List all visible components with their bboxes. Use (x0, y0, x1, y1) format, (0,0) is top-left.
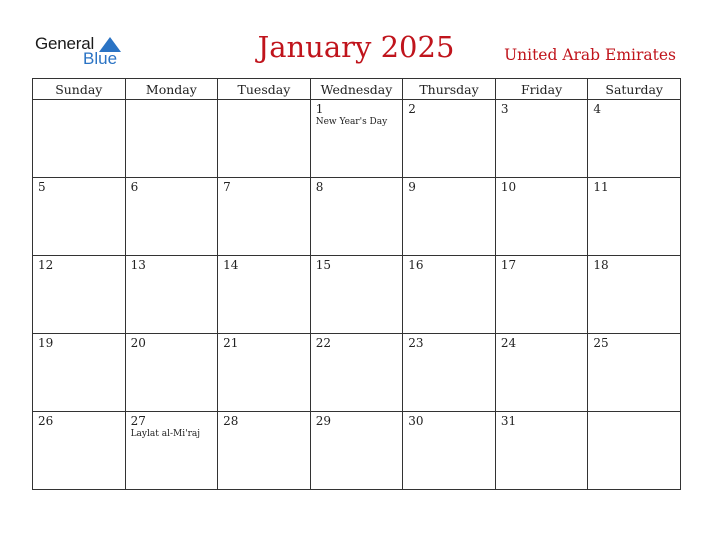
week-row (33, 334, 681, 412)
holiday-label (218, 194, 310, 195)
week-row (33, 178, 681, 256)
day-cell (310, 334, 403, 412)
day-cell (403, 256, 496, 334)
day-cell (588, 100, 681, 178)
day-cell (588, 256, 681, 334)
calendar-title: January 2025 (257, 30, 455, 64)
day-cell (310, 412, 403, 490)
holiday-label (588, 194, 680, 195)
holiday-label (33, 194, 125, 195)
weekday-header-row (33, 79, 681, 100)
holiday-label (218, 350, 310, 351)
day-cell (403, 178, 496, 256)
weekday-header: Wednesday (310, 79, 403, 100)
day-cell (310, 178, 403, 256)
day-number: 16 (408, 258, 424, 272)
weekday-header: Saturday (588, 79, 681, 100)
day-cell (218, 412, 311, 490)
day-number: 26 (38, 414, 54, 428)
day-number: 31 (500, 414, 517, 428)
weekday-header: Sunday (33, 79, 126, 100)
day-cell (495, 334, 588, 412)
day-number: 7 (223, 180, 231, 194)
day-number: 9 (408, 180, 416, 194)
holiday-label (218, 102, 310, 103)
day-number: 2 (408, 102, 416, 116)
day-cell (218, 178, 311, 256)
day-number: 4 (593, 102, 602, 116)
holiday-label: Laylat al-Mi'raj (130, 429, 201, 439)
day-number: 22 (315, 336, 331, 350)
day-cell (125, 100, 218, 178)
day-number: 8 (315, 180, 324, 194)
holiday-label (403, 194, 495, 195)
week-row (33, 256, 681, 334)
day-cell (403, 334, 496, 412)
day-number: 15 (315, 258, 331, 272)
day-cell (33, 100, 126, 178)
holiday-label (33, 350, 125, 351)
day-cell (33, 178, 126, 256)
holiday-label (126, 272, 218, 273)
day-cell (310, 256, 403, 334)
day-number: 10 (500, 180, 517, 194)
day-number: 1 (315, 102, 324, 116)
weekday-header: Monday (125, 79, 218, 100)
day-number: 30 (408, 414, 424, 428)
day-cell (33, 256, 126, 334)
holiday-label (311, 194, 403, 195)
logo-text-blue: Blue (83, 49, 118, 68)
holiday-label (218, 428, 310, 429)
day-cell (125, 334, 218, 412)
day-number: 3 (500, 102, 509, 116)
day-number: 24 (500, 336, 517, 350)
day-number: 14 (223, 258, 239, 272)
holiday-label (126, 194, 218, 195)
day-cell (125, 256, 218, 334)
day-number: 25 (593, 336, 609, 350)
holiday-label (33, 272, 125, 273)
holiday-label (588, 272, 680, 273)
holiday-label (403, 272, 495, 273)
holiday-label (33, 428, 125, 429)
holiday-label (588, 350, 680, 351)
holiday-label (403, 350, 495, 351)
holiday-label (33, 102, 125, 103)
holiday-label (496, 116, 588, 117)
day-cell (218, 334, 311, 412)
weekday-header: Thursday (403, 79, 496, 100)
holiday-label (126, 350, 218, 351)
holiday-label (496, 428, 588, 429)
day-number: 28 (223, 414, 239, 428)
day-cell (495, 178, 588, 256)
day-number: 5 (38, 180, 46, 194)
holiday-label: New Year's Day (315, 117, 388, 127)
holiday-label (496, 194, 588, 195)
day-cell (588, 412, 681, 490)
day-cell (495, 100, 588, 178)
day-cell (310, 100, 403, 178)
calendar-grid (32, 78, 681, 490)
day-cell (218, 256, 311, 334)
day-number: 27 (130, 414, 146, 428)
day-number: 29 (315, 414, 331, 428)
holiday-label (311, 272, 403, 273)
day-cell (125, 178, 218, 256)
day-number: 17 (500, 258, 517, 272)
day-number: 19 (38, 336, 54, 350)
day-number: 11 (593, 180, 609, 194)
day-cell (588, 334, 681, 412)
holiday-label (588, 414, 680, 415)
day-cell (33, 412, 126, 490)
holiday-label (403, 116, 495, 117)
day-cell (588, 178, 681, 256)
holiday-label (126, 102, 218, 103)
day-number: 13 (130, 258, 146, 272)
weekday-header: Friday (495, 79, 588, 100)
country-name: United Arab Emirates (504, 46, 676, 64)
day-number: 23 (408, 336, 424, 350)
day-cell (495, 256, 588, 334)
day-cell (33, 334, 126, 412)
holiday-label (496, 350, 588, 351)
holiday-label (311, 428, 403, 429)
day-number: 20 (130, 336, 146, 350)
week-row (33, 100, 681, 178)
holiday-label (218, 272, 310, 273)
holiday-label (311, 350, 403, 351)
holiday-label (496, 272, 588, 273)
day-cell (495, 412, 588, 490)
day-cell (218, 100, 311, 178)
holiday-label (403, 428, 495, 429)
day-cell (403, 412, 496, 490)
holiday-label (588, 116, 680, 117)
day-cell (125, 412, 218, 490)
day-cell (403, 100, 496, 178)
day-number: 21 (223, 336, 239, 350)
day-number: 6 (130, 180, 139, 194)
week-row (33, 412, 681, 490)
logo-text-general: General (35, 34, 95, 53)
day-number: 18 (593, 258, 609, 272)
weekday-header: Tuesday (218, 79, 311, 100)
day-number: 12 (38, 258, 54, 272)
